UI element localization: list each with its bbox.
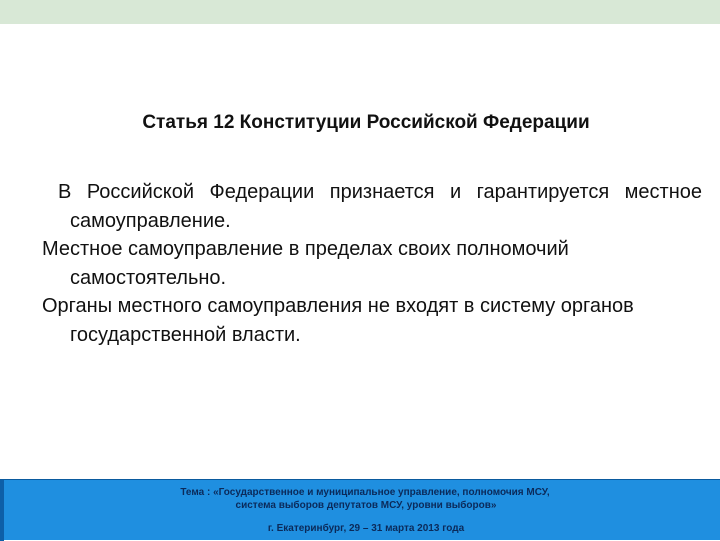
footer-topic-line-2: система выборов депутатов МСУ, уровни выборов» — [235, 500, 497, 511]
paragraph-1: В Российской Федерации признается и гарантируется местное самоуправление. — [58, 181, 702, 232]
footer-topic-line-1: Тема : «Государственное и муниципальное управление, полномочия МСУ, — [180, 487, 550, 498]
top-band — [0, 0, 720, 24]
footer-location-date: г. Екатеринбург, 29 – 31 марта 2013 года — [267, 523, 465, 534]
footer-banner — [0, 479, 720, 540]
paragraph-2: Местное самоуправление в пределах своих полномочий самостоятельно. — [42, 238, 569, 289]
paragraph-3: Органы местного самоуправления не входят в систему органов государственной власти. — [42, 295, 634, 346]
slide-body — [42, 178, 702, 349]
slide-title: Статья 12 Конституции Российской Федерации — [142, 112, 590, 133]
